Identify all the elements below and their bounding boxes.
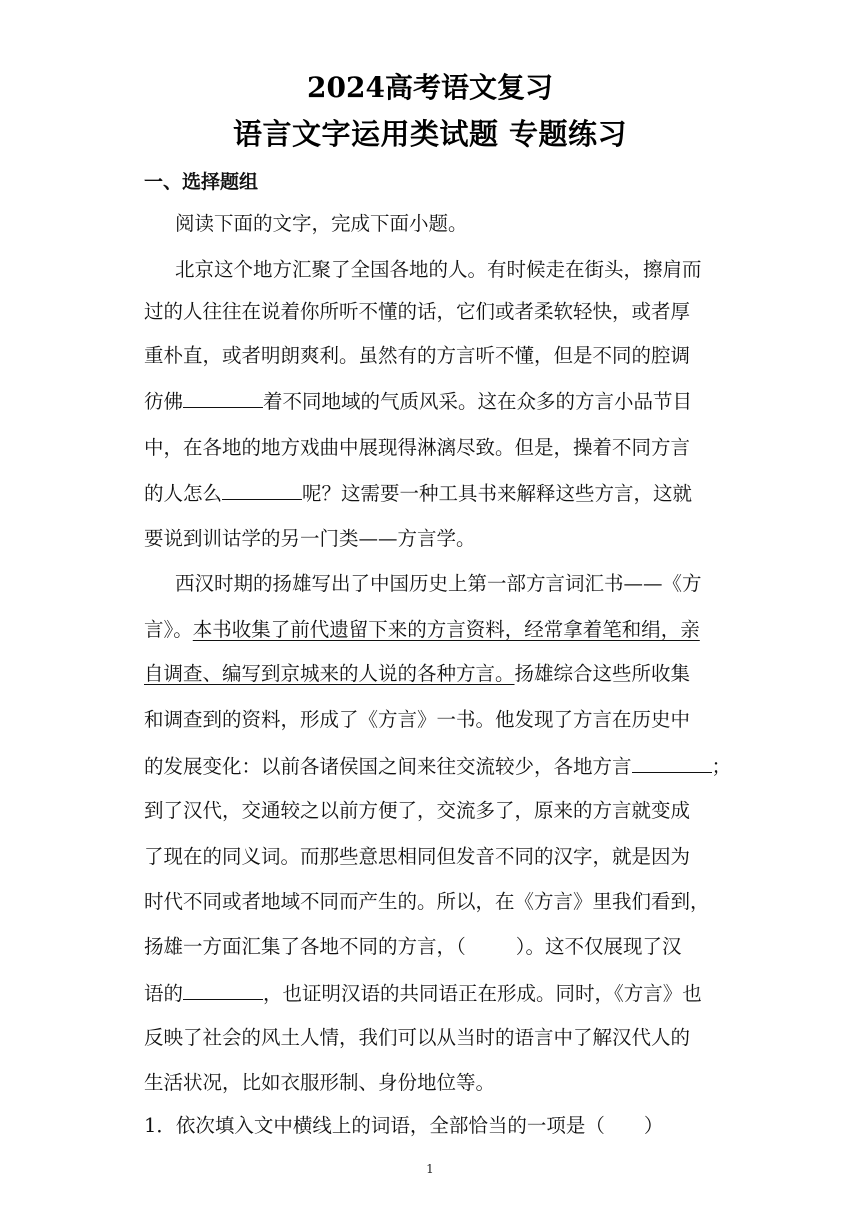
- section-heading: 一、选择题组: [144, 171, 259, 193]
- paragraph1-line: 中，在各地的地方戏曲中展现得淋漓尽致。但是，操着不同方言: [144, 436, 691, 459]
- paragraph2-line: [144, 618, 720, 642]
- paragraph2-line: [144, 754, 732, 779]
- fill-in-blank: [222, 481, 302, 500]
- document-subtitle: 语言文字运用类试题 专题练习: [232, 117, 628, 151]
- paragraph2-line: 反映了社会的风土人情，我们可以从当时的语言中了解汉代人的: [144, 1026, 691, 1049]
- paragraph2-line: 到了汉代，交通较之以前方便了，交流多了，原来的方言就变成: [144, 799, 691, 822]
- paragraph2-text: ，也证明汉语的共同语正在形成。同时，《方言》也: [263, 982, 702, 1005]
- fill-in-blank: [183, 981, 263, 1000]
- paragraph1-line: [144, 481, 720, 506]
- underlined-sentence: 本书收集了前代遗留下来的方言资料，经常拿着笔和绢，亲: [192, 618, 700, 641]
- paragraph1-line: 要说到训诂学的另一门类——方言学。: [144, 527, 476, 550]
- document-title: 2024高考语文复习: [307, 71, 553, 104]
- paragraph2-text: ；: [711, 755, 732, 778]
- fill-in-blank: [183, 389, 263, 408]
- underlined-sentence: 自调查、编写到京城来的人说的各种方言。: [144, 662, 515, 685]
- paragraph2-line: [144, 662, 720, 686]
- paragraph2-text: 语的: [144, 982, 184, 1005]
- paragraph1-line: 过的人往往在说着你所听不懂的话，它们或者柔软轻快，或者厚: [144, 300, 691, 323]
- paragraph2-text: 言》。: [144, 618, 193, 641]
- paragraph2-line: [144, 935, 720, 959]
- paragraph1-text: 呢？这需要一种工具书来解释这些方言，这就: [302, 482, 693, 505]
- paragraph1-line: 北京这个地方汇聚了全国各地的人。有时候走在街头，擦肩而: [175, 258, 702, 281]
- paragraph2-line: [144, 981, 720, 1006]
- paragraph2-line: 了现在的同义词。而那些意思相同但发音不同的汉字，就是因为: [144, 845, 691, 868]
- paragraph2-line: 时代不同或者地域不同而产生的。所以，在《方言》里我们看到，: [144, 890, 710, 913]
- paragraph2-text: ）。这不仅展现了汉: [515, 935, 682, 958]
- paragraph1-line: 重朴直，或者明朗爽利。虽然有的方言听不懂，但是不同的腔调: [144, 344, 691, 367]
- paragraph1-text: 的人怎么: [144, 482, 223, 505]
- instruction-text: 阅读下面的文字，完成下面小题。: [175, 212, 468, 235]
- paragraph2-line: 和调查到的资料，形成了《方言》一书。他发现了方言在历史中: [144, 708, 691, 731]
- question-1: 1．依次填入文中横线上的词语，全部恰当的一项是（ ）: [144, 1114, 664, 1137]
- page-number: 1: [426, 1162, 434, 1176]
- paragraph2-line: 生活状况，比如衣服形制、身份地位等。: [144, 1071, 496, 1094]
- paragraph2-line: 西汉时期的扬雄写出了中国历史上第一部方言词汇书——《方: [175, 572, 702, 595]
- fill-in-blank: [632, 754, 712, 773]
- paragraph2-text: 扬雄综合这些所收集: [514, 662, 691, 685]
- paragraph1-text: 着不同地域的气质风采。这在众多的方言小品节目: [263, 390, 693, 413]
- paragraph2-text: 的发展变化：以前各诸侯国之间来往交流较少，各地方言: [144, 755, 632, 778]
- paragraph1-text: 彷佛: [144, 390, 184, 413]
- paragraph1-line: [144, 389, 720, 414]
- paragraph2-text: 扬雄一方面汇集了各地不同的方言，（: [144, 935, 466, 958]
